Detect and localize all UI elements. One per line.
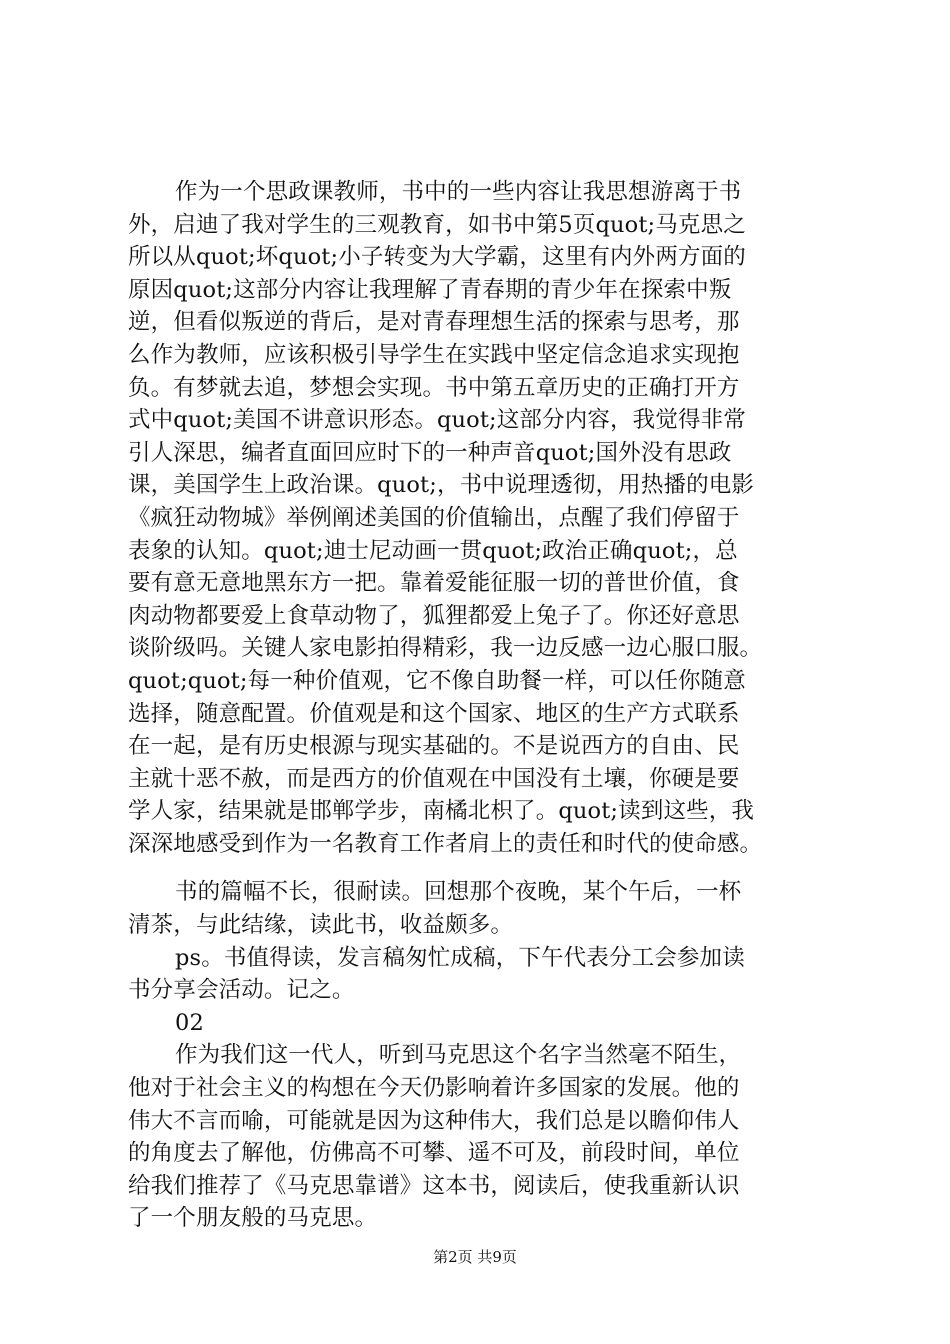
text-line: 外，启迪了我对学生的三观教育，如书中第5页quot;马克思之 xyxy=(128,211,746,238)
paragraph-4 xyxy=(128,1039,828,1235)
text-line: 表象的认知。quot;迪士尼动画一贯quot;政治正确quot;，总 xyxy=(128,537,738,564)
text-line: 逆，但看似叛逆的背后，是对青春理想生活的探索与思考，那 xyxy=(128,309,740,336)
text-line: 负。有梦就去追，梦想会实现。书中第五章历史的正确打开方 xyxy=(128,374,740,401)
text-line: 伟大不言而喻，可能就是因为这种伟大，我们总是以瞻仰伟人 xyxy=(128,1107,740,1134)
paragraph-3 xyxy=(128,942,828,1007)
text-line: 作为我们这一代人，听到马克思这个名字当然毫不陌生， xyxy=(175,1042,742,1069)
text-line: 《疯狂动物城》举例阐述美国的价值输出，点醒了我们停留于 xyxy=(128,504,740,531)
paragraph-1 xyxy=(128,176,828,860)
text-line: 么作为教师，应该积极引导学生在实践中坚定信念追求实现抱 xyxy=(128,341,740,368)
text-line: 深深地感受到作为一名教育工作者肩上的责任和时代的使命感。 xyxy=(128,830,763,857)
text-line: quot;quot;每一种价值观，它不像自助餐一样，可以任你随意 xyxy=(128,667,746,694)
text-line: 作为一个思政课教师，书中的一些内容让我思想游离于书 xyxy=(175,179,742,205)
text-line: 课，美国学生上政治课。quot;，书中说理透彻，用热播的电影 xyxy=(128,472,755,499)
text-line: 他对于社会主义的构想在今天仍影响着许多国家的发展。他的 xyxy=(128,1075,740,1102)
text-line: 要有意无意地黑东方一把。靠着爱能征服一切的普世价值，食 xyxy=(128,570,740,597)
text-line: 式中quot;美国不讲意识形态。quot;这部分内容，我觉得非常 xyxy=(128,407,746,434)
text-line: 给我们推荐了《马克思靠谱》这本书，阅读后，使我重新认识 xyxy=(128,1172,740,1199)
text-line: 选择，随意配置。价值观是和这个国家、地区的生产方式联系 xyxy=(128,700,740,727)
text-line: 书分享会活动。记之。 xyxy=(128,977,355,1004)
text-line: 了一个朋友般的马克思。 xyxy=(128,1205,378,1232)
text-line: 书的篇幅不长，很耐读。回想那个夜晚，某个午后，一杯 xyxy=(175,879,742,906)
paragraph-2 xyxy=(128,876,828,941)
text-line: 在一起，是有历史根源与现实基础的。不是说西方的自由、民 xyxy=(128,733,740,760)
text-line: 所以从quot;坏quot;小子转变为大学霸，这里有内外两方面的 xyxy=(128,244,746,271)
text-line: ps。书值得读，发言稿匆忙成稿，下午代表分工会参加读 xyxy=(175,944,745,971)
document-body xyxy=(128,176,828,1235)
text-line: 学人家，结果就是邯郸学步，南橘北枳了。quot;读到这些，我 xyxy=(128,798,755,825)
text-line: 肉动物都要爱上食草动物了，狐狸都爱上兔子了。你还好意思 xyxy=(128,602,740,629)
text-line: 清茶，与此结缘，读此书，收益颇多。 xyxy=(128,912,514,939)
text-line: 引人深思，编者直面回应时下的一种声音quot;国外没有思政 xyxy=(128,439,732,466)
text-line: 主就十恶不赦，而是西方的价值观在中国没有土壤，你硬是要 xyxy=(128,765,740,792)
page-footer: 第2页 共9页 xyxy=(433,1248,517,1266)
text-line: 的角度去了解他，仿佛高不可攀、遥不可及，前段时间，单位 xyxy=(128,1140,740,1167)
text-line: 原因quot;这部分内容让我理解了青春期的青少年在探索中叛 xyxy=(128,276,732,303)
text-line: 谈阶级吗。关键人家电影拍得精彩，我一边反感一边心服口服。 xyxy=(128,635,763,662)
paragraph-gap xyxy=(128,860,828,876)
section-number: 02 xyxy=(175,1009,204,1036)
